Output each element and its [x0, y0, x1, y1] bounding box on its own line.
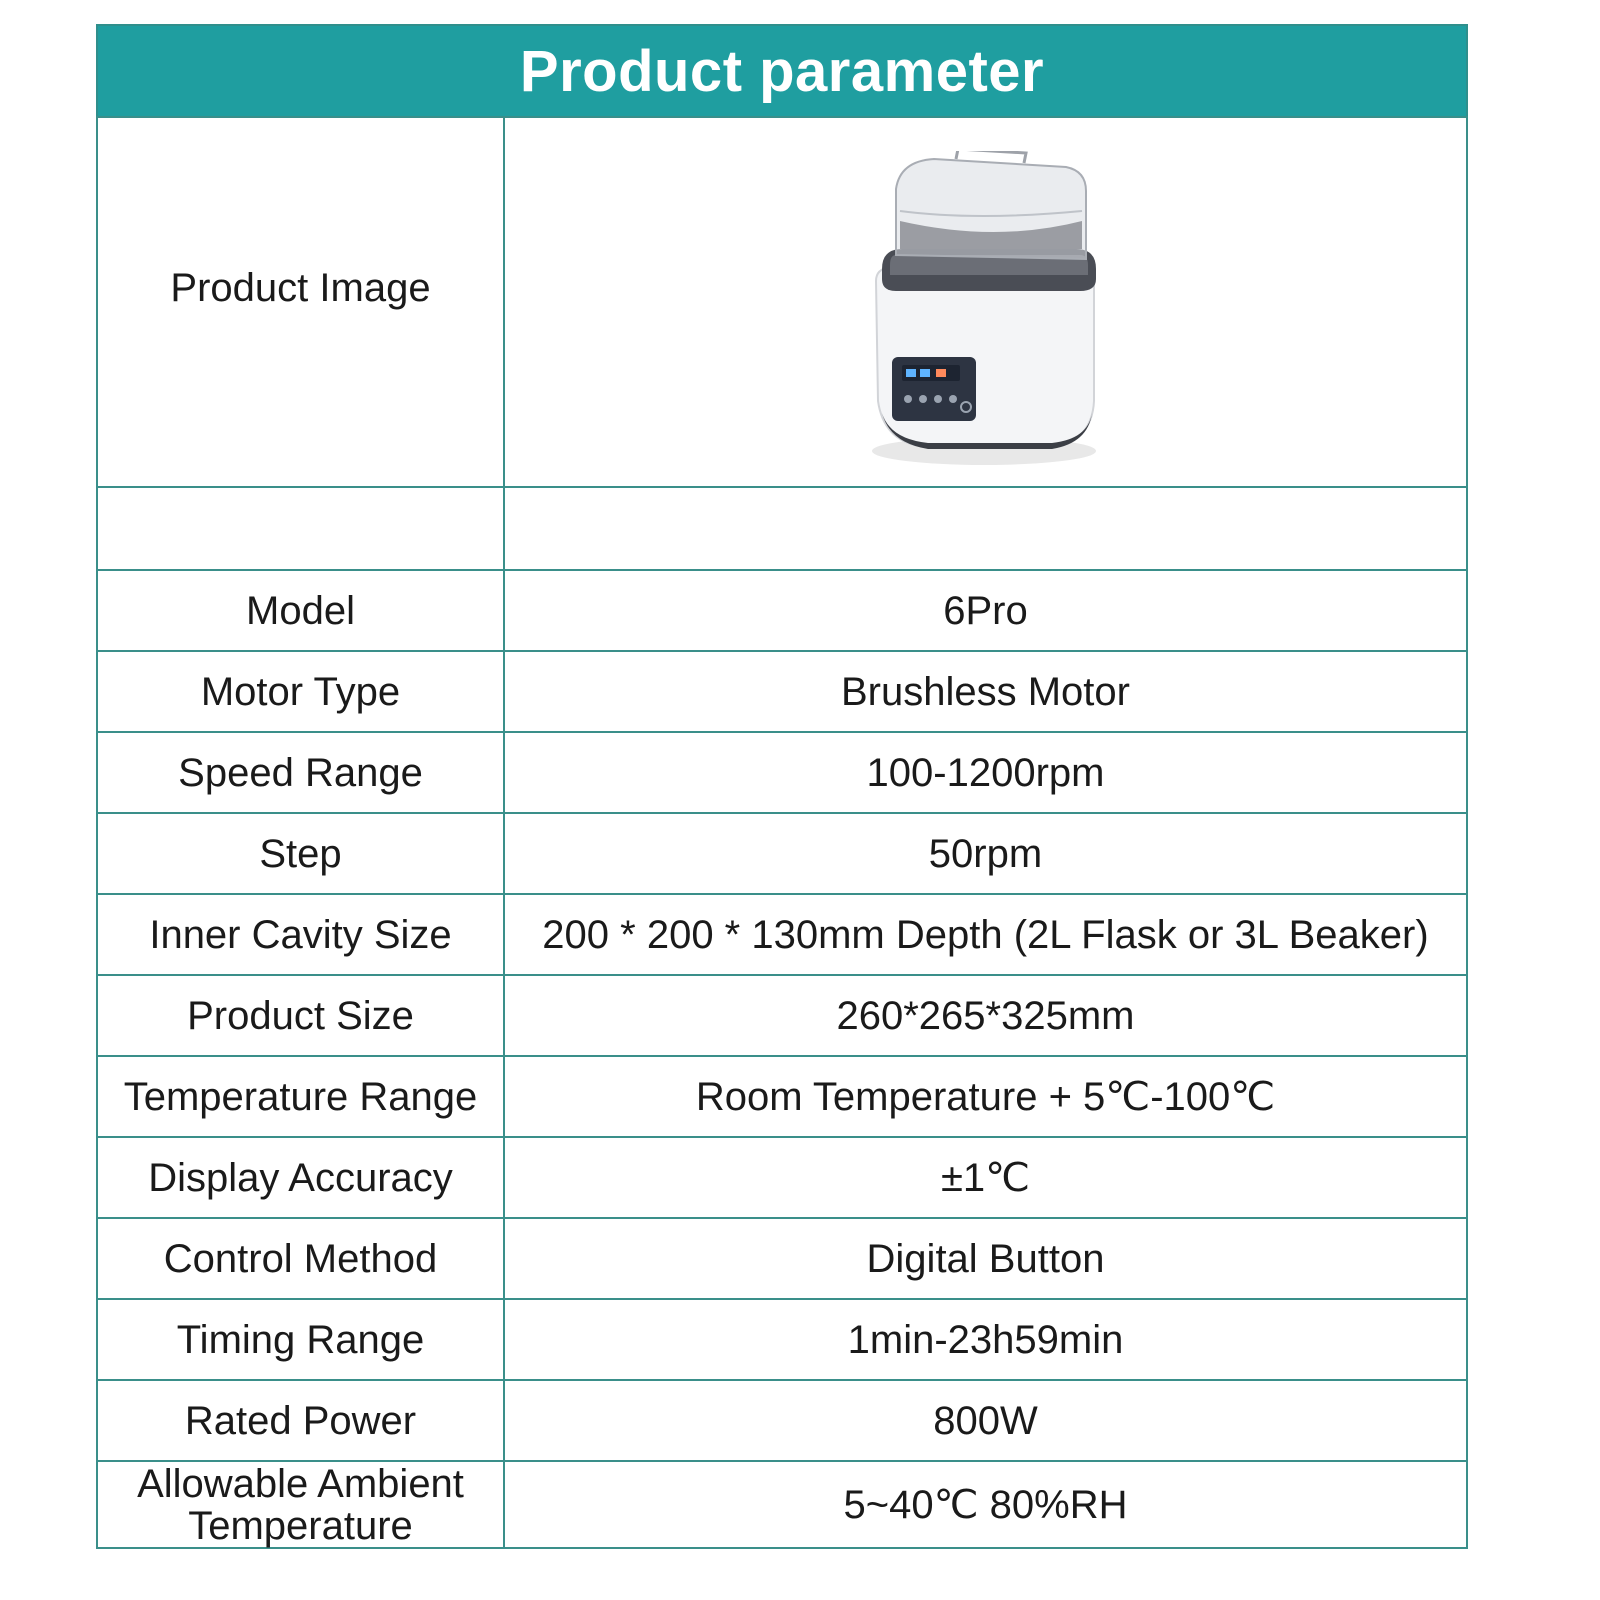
row-value: 1min-23h59min: [504, 1299, 1467, 1380]
row-label: Timing Range: [97, 1299, 504, 1380]
table-row: [97, 1056, 1467, 1137]
row-label-line2: Temperature: [188, 1503, 413, 1548]
row-value: 200 * 200 * 130mm Depth (2L Flask or 3L Beaker): [504, 894, 1467, 975]
empty-value-cell: [504, 487, 1467, 570]
banner-header: [96, 24, 1468, 116]
parameter-table: [96, 116, 1468, 1549]
row-label: Model: [97, 570, 504, 651]
row-label: Inner Cavity Size: [97, 894, 504, 975]
row-value: ±1℃: [504, 1137, 1467, 1218]
table-row: [97, 1299, 1467, 1380]
row-value: 100-1200rpm: [504, 732, 1467, 813]
table-row: [97, 570, 1467, 651]
product-image-label: Product Image: [170, 266, 431, 310]
table-row: [97, 975, 1467, 1056]
row-label: Control Method: [97, 1218, 504, 1299]
banner-title: Product parameter: [519, 38, 1045, 104]
product-image-cell: [504, 117, 1467, 487]
row-label: [97, 1461, 504, 1548]
table-row: [97, 651, 1467, 732]
row-label: Rated Power: [97, 1380, 504, 1461]
row-value: Room Temperature + 5℃-100℃: [504, 1056, 1467, 1137]
table-row: [97, 894, 1467, 975]
table-row-ambient: [97, 1461, 1467, 1548]
table-row: [97, 1218, 1467, 1299]
row-label: Display Accuracy: [97, 1137, 504, 1218]
row-value: Brushless Motor: [504, 651, 1467, 732]
product-parameter-sheet: [96, 24, 1468, 1549]
table-row: [97, 732, 1467, 813]
row-label: Product Size: [97, 975, 504, 1056]
row-label-line1: Allowable Ambient: [137, 1461, 464, 1506]
row-value: 50rpm: [504, 813, 1467, 894]
row-label: Temperature Range: [97, 1056, 504, 1137]
table-row: [97, 813, 1467, 894]
row-value: 6Pro: [504, 570, 1467, 651]
product-image-row: [97, 117, 1467, 487]
row-value: Digital Button: [504, 1218, 1467, 1299]
empty-row: [97, 487, 1467, 570]
row-value: 800W: [504, 1380, 1467, 1461]
product-image-label-cell: [97, 117, 504, 487]
table-row: [97, 1380, 1467, 1461]
product-image: [856, 151, 1116, 471]
table-row: [97, 1137, 1467, 1218]
row-label: Step: [97, 813, 504, 894]
row-label: Speed Range: [97, 732, 504, 813]
empty-label-cell: [97, 487, 504, 570]
row-value: 5~40℃ 80%RH: [504, 1461, 1467, 1548]
row-value: 260*265*325mm: [504, 975, 1467, 1056]
row-label: Motor Type: [97, 651, 504, 732]
